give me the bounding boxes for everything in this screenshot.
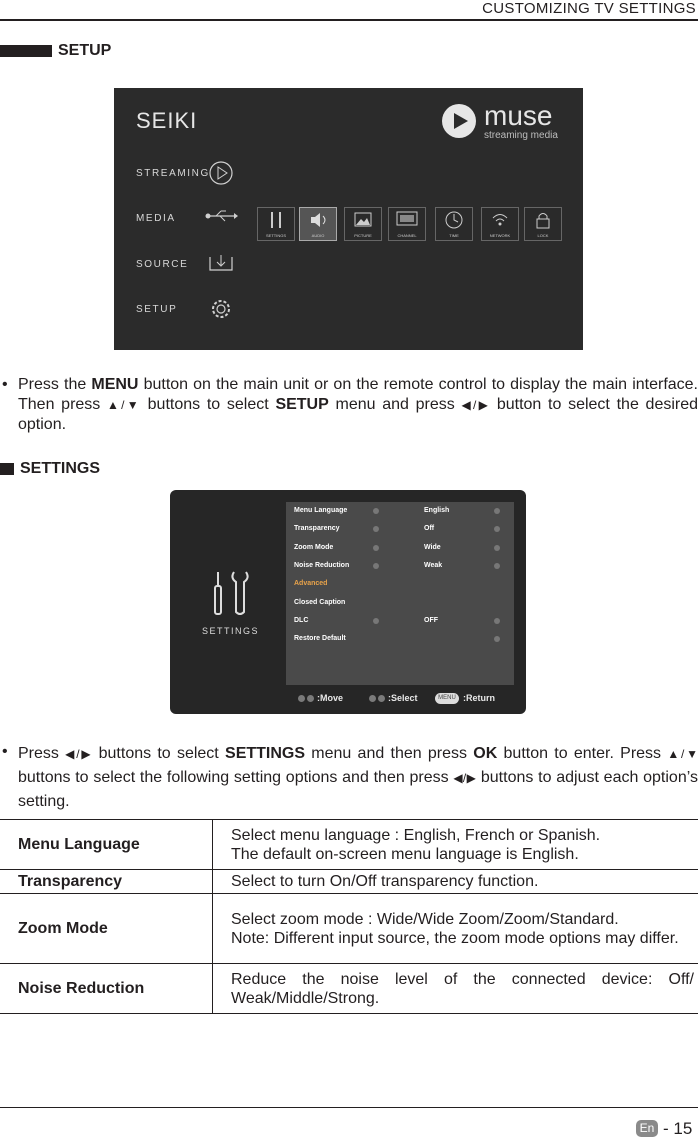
right-arrow-icon[interactable] (494, 636, 500, 642)
right-arrow-icon (378, 695, 385, 702)
muse-tagline: streaming media (484, 130, 558, 141)
up-down-arrows-icon: ▲/▼ (667, 747, 698, 761)
settings-option-row[interactable] (294, 562, 504, 576)
settings-option-row[interactable] (294, 580, 504, 594)
usb-icon (204, 208, 238, 224)
settings-option-row[interactable] (294, 617, 504, 631)
right-arrow-icon[interactable] (494, 545, 500, 551)
settings-option-name: Zoom Mode (294, 543, 334, 551)
left-right-arrows-icon: ◀/▶ (453, 771, 477, 785)
menu-setup[interactable]: SETUP (136, 304, 178, 315)
tile-settings[interactable]: SETTINGS (257, 207, 295, 241)
up-down-arrows-icon: ▲/▼ (107, 398, 141, 412)
tile-network[interactable]: NETWORK (481, 207, 519, 241)
settings-option-value: OFF (424, 616, 438, 624)
tile-time[interactable]: TIME (435, 207, 473, 241)
left-arrow-icon (369, 695, 376, 702)
row-desc: Select to turn On/Off transparency function. (231, 873, 539, 890)
tile-lock[interactable]: LOCK (524, 207, 562, 241)
settings-option-name: Menu Language (294, 507, 348, 514)
settings-instructions: Press ◀/▶ buttons to select SETTINGS menu and then press OK button to enter. Press ▲/▼ buttons to select the following setting options and then press ◀/▶ buttons to adjust each option’s setting. (18, 745, 698, 810)
up-arrow-icon (298, 695, 305, 702)
row-desc: Reduce the noise level of the connected device: Off/ Weak/Middle/Strong. (231, 970, 694, 1007)
muse-logo-icon (442, 104, 476, 138)
row-label: Zoom Mode (0, 894, 213, 964)
settings-option-row[interactable] (294, 507, 504, 521)
settings-option-row[interactable] (294, 635, 504, 649)
row-label: Noise Reduction (0, 964, 213, 1014)
menu-source[interactable]: SOURCE (136, 259, 189, 270)
settings-section-bar (0, 463, 14, 475)
settings-section-title: SETTINGS (20, 460, 101, 477)
settings-option-name: Restore Default (294, 635, 346, 643)
channel-icon (396, 210, 418, 228)
settings-option-row[interactable] (294, 599, 504, 613)
table-row (0, 820, 698, 870)
gear-icon (208, 296, 234, 322)
tile-picture[interactable]: PICTURE (344, 207, 382, 241)
header-rule (0, 19, 698, 21)
header-title: CUSTOMIZING TV SETTINGS (482, 0, 696, 17)
table-row (0, 964, 698, 1014)
settings-option-name: DLC (294, 616, 309, 624)
settings-screen-label: SETTINGS (202, 626, 260, 636)
hint-bar: :Move :Select MENU :Return (296, 692, 516, 706)
left-arrow-icon[interactable] (373, 508, 379, 514)
table-row (0, 870, 698, 894)
brand-logo: SEIKI (136, 108, 198, 133)
settings-option-name: Noise Reduction (294, 561, 350, 569)
settings-option-value: Weak (424, 561, 443, 569)
row-label: Menu Language (0, 820, 213, 870)
settings-table (0, 819, 698, 1014)
bullet-dot: • (2, 376, 8, 393)
row-desc: Select menu language : English, French or Spanish. The default on-screen menu language is English. (231, 826, 601, 863)
left-right-arrows-icon: ◀/▶ (65, 747, 93, 761)
footer-rule (0, 1107, 698, 1108)
page-number: - 15 (663, 1119, 693, 1138)
settings-option-value: Off (424, 525, 435, 533)
right-arrow-icon[interactable] (494, 618, 500, 624)
row-label: Transparency (0, 870, 213, 894)
settings-option-row[interactable] (294, 525, 504, 539)
row-desc: Select zoom mode : Wide/Wide Zoom/Zoom/Standard. Note: Different input source, the zoom mode options may differ. (231, 910, 679, 947)
left-arrow-icon[interactable] (373, 526, 379, 532)
settings-option-name: Closed Caption (294, 598, 346, 606)
left-arrow-icon[interactable] (373, 545, 379, 551)
menu-key-badge: MENU (435, 693, 459, 704)
left-arrow-icon[interactable] (373, 618, 379, 624)
settings-tools-icon (210, 568, 250, 618)
settings-option-row[interactable] (294, 544, 504, 558)
clock-icon (444, 210, 464, 230)
right-arrow-icon[interactable] (494, 526, 500, 532)
left-right-arrows-icon: ◀/▶ (461, 398, 491, 412)
picture-icon (353, 210, 373, 230)
bullet-dot: • (2, 743, 8, 760)
left-arrow-icon[interactable] (373, 563, 379, 569)
tool-icon (266, 210, 286, 230)
setup-instructions: Press the MENU button on the main unit or on the remote control to display the main interface. Then press ▲/▼ buttons to select SETUP menu and press ◀/▶ button to select the desired option. (18, 376, 698, 433)
muse-logo: muse (484, 100, 553, 131)
menu-streaming[interactable]: STREAMING (136, 168, 210, 179)
source-icon (208, 254, 234, 272)
tile-audio[interactable]: AUDIO (299, 207, 337, 241)
speaker-icon (308, 210, 328, 230)
settings-option-name: Advanced (294, 580, 328, 588)
lock-icon (533, 210, 553, 230)
setup-section-title: SETUP (58, 42, 112, 59)
down-arrow-icon (307, 695, 314, 702)
right-arrow-icon[interactable] (494, 563, 500, 569)
setup-section-bar (0, 45, 52, 57)
settings-option-value: Wide (424, 543, 441, 551)
settings-option-value: English (424, 507, 450, 514)
wifi-icon (490, 210, 510, 230)
right-arrow-icon[interactable] (494, 508, 500, 514)
menu-media[interactable]: MEDIA (136, 213, 176, 224)
settings-option-name: Transparency (294, 525, 340, 533)
play-icon (208, 160, 234, 186)
tile-channel[interactable]: CHANNEL (388, 207, 426, 241)
language-badge: En (636, 1120, 658, 1137)
table-row (0, 894, 698, 964)
